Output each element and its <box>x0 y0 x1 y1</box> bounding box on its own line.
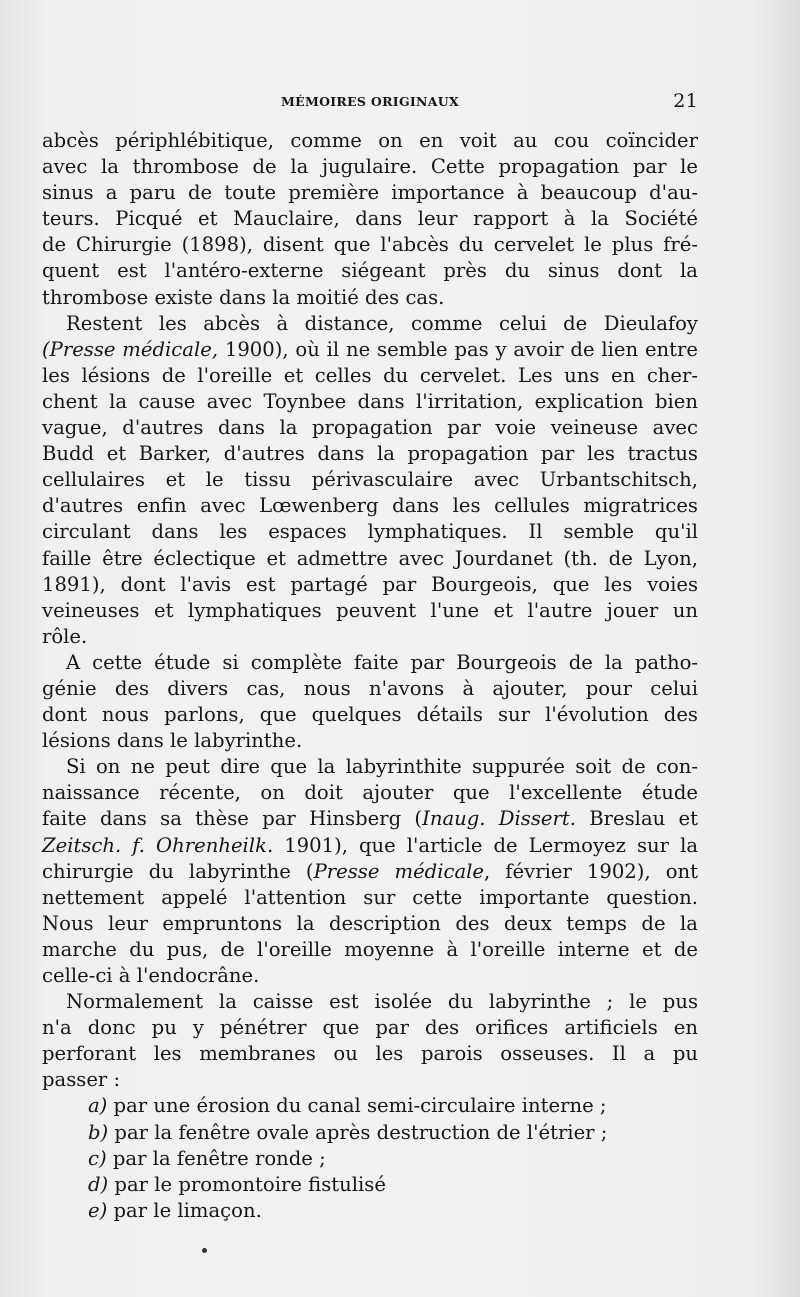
text-line: Si on ne peut dire que la labyrinthite suppurée soit de con- <box>66 755 698 779</box>
text-line: perforant les membranes ou les parois osseuses. Il a pu <box>42 1042 698 1066</box>
text-line: nettement appelé l'attention sur cette importante question. <box>42 885 698 909</box>
list-item <box>42 1146 698 1172</box>
text-line: 1891), dont l'avis est partagé par Bourgeois, que les voies <box>42 572 698 596</box>
text-line <box>42 859 698 885</box>
list-item-text: par le promontoire fistulisé <box>108 1172 386 1196</box>
text-line: veineuses et lymphatiques peuvent l'une et l'autre jouer un <box>42 598 698 622</box>
list-item-text: par une érosion du canal semi-circulaire interne ; <box>107 1094 607 1118</box>
text-line: rôle. <box>42 624 88 648</box>
text-line: abcès périphlébitique, comme on en voit au cou coïncider <box>42 129 698 152</box>
list-item-text: par la fenêtre ovale après destruction de l'étrier ; <box>108 1120 608 1144</box>
citation-italic: Zeitsch. f. Ohrenheilk. <box>42 833 274 857</box>
text-fragment: , février 1902), ont <box>484 859 698 883</box>
text-fragment: chirurgie du labyrinthe ( <box>42 859 314 883</box>
list-item-text: par le limaçon. <box>107 1198 262 1222</box>
text-line <box>42 337 698 363</box>
list-marker: c) <box>88 1146 107 1170</box>
text-line: génie des divers cas, nous n'avons à ajouter, pour celui <box>42 676 698 700</box>
text-line: naissance récente, on doit ajouter que l'excellente étude <box>42 781 698 805</box>
text-line: d'autres enfin avec Lœwenberg dans les cellules migratrices <box>42 494 698 518</box>
ink-speck <box>202 1248 207 1253</box>
text-line: A cette étude si complète faite par Bourgeois de la patho- <box>66 650 698 674</box>
text-line: Normalement la caisse est isolée du labyrinthe ; le pus <box>66 990 698 1014</box>
text-line <box>42 833 698 859</box>
text-fragment: Breslau et <box>575 807 698 831</box>
text-line: Budd et Barker, d'autres dans la propagation par les tractus <box>42 442 698 466</box>
list-marker: d) <box>88 1172 109 1196</box>
text-line: quent est l'antéro-externe siégeant près du sinus dont la <box>42 259 698 283</box>
text-fragment: faite dans sa thèse par Hinsberg ( <box>42 807 423 831</box>
text-line: de Chirurgie (1898), disent que l'abcès du cervelet le plus fré- <box>42 233 698 257</box>
text-line: sinus a paru de toute première importance à beaucoup d'au- <box>42 181 698 205</box>
text-line: faille être éclectique et admettre avec Jourdanet (th. de Lyon, <box>42 546 698 570</box>
text-line: avec la thrombose de la jugulaire. Cette propagation par le <box>42 155 698 179</box>
list-item <box>42 1172 698 1198</box>
citation-italic: Presse médicale <box>313 859 484 883</box>
list-item <box>42 1093 698 1119</box>
text-line: cellulaires et le tissu périvasculaire avec Urbantschitsch, <box>42 468 698 492</box>
text-line <box>42 806 698 832</box>
text-line: dont nous parlons, que quelques détails sur l'évolution des <box>42 703 698 727</box>
text-fragment: 1901), que l'article de Lermoyez sur la <box>273 833 699 857</box>
text-line: celle-ci à l'endocrâne. <box>42 964 260 987</box>
text-line: vague, d'autres dans la propagation par voie veineuse avec <box>42 416 698 440</box>
list-marker: a) <box>88 1094 108 1118</box>
text-line: chent la cause avec Toynbee dans l'irritation, explication bien <box>42 389 698 413</box>
page-number: 21 <box>673 90 698 112</box>
body-text <box>42 128 698 1224</box>
text-line: lésions dans le labyrinthe. <box>42 729 303 753</box>
text-line: les lésions de l'oreille et celles du cervelet. Les uns en cher- <box>42 363 698 387</box>
running-title: MÉMOIRES ORIGINAUX <box>280 94 459 109</box>
list-item-text: par la fenêtre ronde ; <box>106 1146 326 1170</box>
text-fragment: 1900), où il ne semble pas y avoir de lien entre <box>218 337 698 361</box>
citation-italic: Inaug. Dissert. <box>422 807 576 831</box>
list-item <box>42 1198 698 1224</box>
list-marker: e) <box>88 1198 108 1222</box>
page-header <box>42 92 698 112</box>
text-line: passer : <box>42 1068 121 1092</box>
list-item <box>42 1120 698 1146</box>
text-line: teurs. Picqué et Mauclaire, dans leur rapport à la Société <box>42 207 698 231</box>
text-line: n'a donc pu y pénétrer que par des orifices artificiels en <box>42 1016 698 1040</box>
text-line: Restent les abcès à distance, comme celui de Dieulafoy <box>66 311 698 335</box>
text-line: Nous leur empruntons la description des deux temps de la <box>42 911 698 935</box>
list-marker: b) <box>88 1120 109 1144</box>
citation-italic: (Presse médicale, <box>42 337 219 361</box>
text-line: thrombose existe dans la moitié des cas. <box>42 285 445 309</box>
text-line: marche du pus, de l'oreille moyenne à l'oreille interne et de <box>42 937 698 961</box>
text-line: circulant dans les espaces lymphatiques. Il semble qu'il <box>42 520 698 544</box>
